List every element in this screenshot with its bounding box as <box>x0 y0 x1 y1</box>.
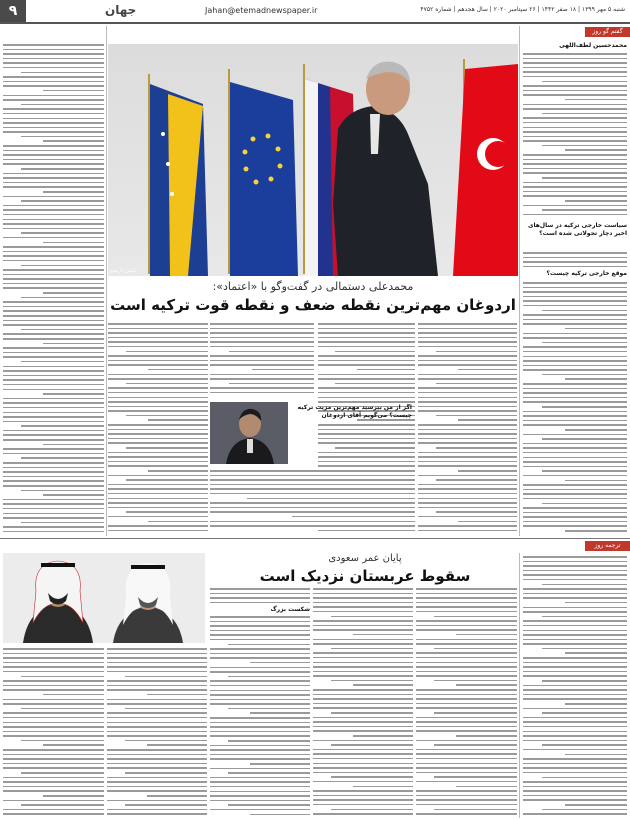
dateline: شنبه ۵ مهر ۱۳۹۹ | ۱۸ صفر ۱۴۴۲ | ۲۶ سپتامبر ۲۰۲۰ | سال هجدهم | شماره ۴۷۵۲ <box>420 6 625 13</box>
main-article-col-3 <box>210 323 314 395</box>
main-article-col-1 <box>418 323 517 533</box>
main-article-title: اردوغان مهم‌ترین نقطه ضعف و نقطه قوت ترکیه است <box>110 296 516 314</box>
bottom-col-4b <box>210 616 310 818</box>
bottom-article-title: سقوط عربستان نزدیک است <box>259 567 471 585</box>
page-number: ۹ <box>8 3 18 19</box>
inset-quote <box>292 404 412 464</box>
section-label: جهان <box>105 3 137 17</box>
page-number-box <box>0 0 26 22</box>
main-photo <box>108 44 518 276</box>
bottom-col-6 <box>3 648 104 818</box>
translation-tag <box>585 541 630 551</box>
saudi-leaders-illustration <box>3 553 205 643</box>
saudi-leaders-photo <box>3 553 205 643</box>
inset-quote-text: اگر از من بپرسید مهم‌ترین مزیت ترکیه چیست؟ می‌گویم آقای اردوغان <box>297 404 412 419</box>
right-column-text-1 <box>523 53 627 216</box>
translation-tag-text: ترجمه روز <box>594 542 621 549</box>
bottom-col-5 <box>107 648 207 818</box>
inset-text <box>210 470 415 530</box>
main-article-kicker: محمدعلی دستمالی در گفت‌وگو با «اعتماد»: <box>212 280 414 293</box>
flags-photo-illustration <box>108 44 518 276</box>
bottom-col-4a <box>210 588 310 604</box>
main-article-col-4 <box>108 323 208 533</box>
interview-tag <box>585 27 630 37</box>
bottom-right-column <box>523 556 627 818</box>
right-column-question-2: موقع خارجی ترکیه چیست؟ <box>546 270 627 277</box>
interviewee-photo <box>210 402 288 464</box>
right-column-question-1: سیاست خارجی ترکیه در سال‌های اخیر دچار تحولاتی شده است؟ <box>527 222 627 237</box>
right-column-text-2 <box>523 252 627 268</box>
left-column-text <box>3 44 104 534</box>
interviewee-portrait <box>210 402 288 464</box>
bottom-subhead: شکست بزرگ <box>270 606 310 613</box>
bottom-col-2 <box>416 588 517 818</box>
photo-caption: عکس: آرشیو <box>110 268 138 274</box>
masthead <box>0 0 630 24</box>
interview-tag-text: گفتم گو روز <box>592 28 623 35</box>
right-column-author: محمدحسین لطف‌اللهی <box>559 42 627 49</box>
bottom-col-3 <box>313 588 413 818</box>
right-column-text-3 <box>523 282 627 532</box>
bottom-article-kicker: پایان عمر سعودی <box>328 553 402 564</box>
email-address: Jahan@etemadnewspaper.ir <box>205 6 318 15</box>
